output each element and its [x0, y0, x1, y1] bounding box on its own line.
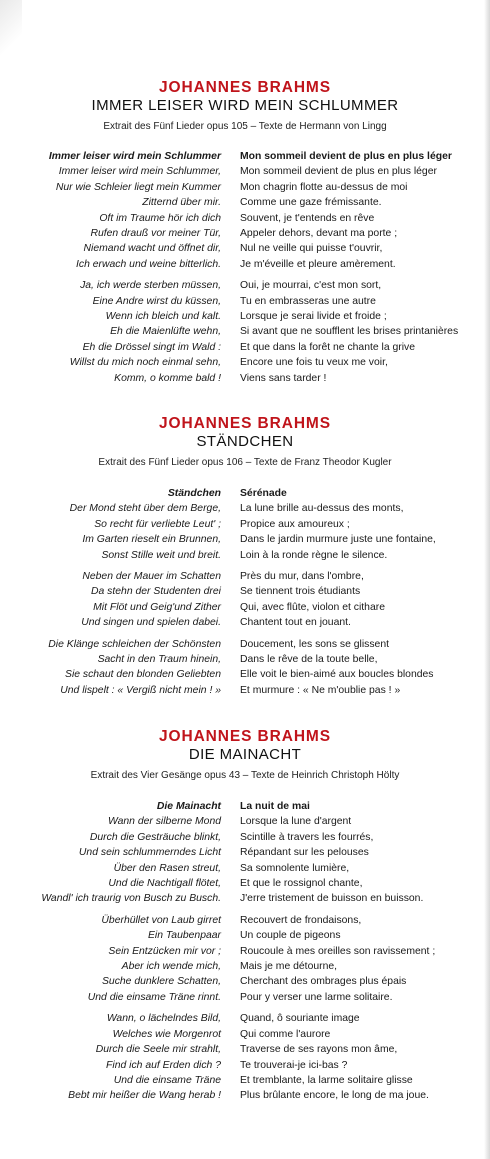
german-lyric-line: Eh die Drössel singt im Wald :: [82, 341, 221, 353]
french-title: Mon sommeil devient de plus en plus léger: [240, 151, 452, 162]
french-lyric-line: Sa somnolente lumière,: [240, 862, 350, 874]
french-lyric-line: Je m'éveille et pleure amèrement.: [240, 258, 396, 270]
german-lyric-line: Find ich auf Erden dich ?: [106, 1059, 221, 1071]
french-lyrics: [240, 799, 480, 1104]
french-lyric-line: Traverse de ses rayons mon âme,: [240, 1044, 398, 1056]
german-lyric-line: Die Klänge schleichen der Schönsten: [48, 638, 221, 650]
german-lyric-line: Immer leiser wird mein Schlummer,: [58, 166, 221, 178]
german-lyric-line: Oft im Traume hör ich dich: [99, 212, 221, 224]
german-lyric-line: Wenn ich bleich und kalt.: [105, 311, 221, 323]
french-lyric-line: Loin à la ronde règne le silence.: [240, 549, 388, 561]
german-lyric-line: Ich erwach und weine bitterlich.: [76, 258, 221, 270]
german-lyric-line: Und die einsame Träne: [113, 1074, 221, 1086]
german-lyric-line: Niemand wacht und öffnet dir,: [83, 243, 221, 255]
french-lyric-line: Lorsque la lune d'argent: [240, 816, 352, 828]
german-lyric-line: Komm, o komme bald !: [114, 372, 221, 384]
composer-heading: JOHANNES BRAHMS: [159, 415, 331, 432]
french-lyric-line: Chantent tout en jouant.: [240, 617, 351, 629]
german-lyric-line: Welches wie Morgenrot: [112, 1028, 221, 1040]
song-title: DIE MAINACHT: [188, 746, 302, 763]
french-lyric-line: Doucement, les sons se glissent: [240, 638, 390, 650]
french-lyric-line: Recouvert de frondaisons,: [240, 914, 362, 926]
song-source: Extrait des Vier Gesänge opus 43 – Texte de Heinrich Christoph Hölty: [90, 770, 400, 781]
german-lyric-line: Durch die Seele mir strahlt,: [95, 1044, 221, 1056]
german-lyrics: [6, 486, 221, 698]
german-lyric-line: So recht für verliebte Leut' ;: [94, 518, 221, 530]
french-lyric-line: Mon sommeil devient de plus en plus léger: [240, 166, 437, 178]
french-lyric-line: La lune brille au-dessus des monts,: [240, 503, 404, 515]
german-title: Die Mainacht: [156, 801, 221, 812]
french-lyric-line: Appeler dehors, devant ma porte ;: [240, 228, 398, 240]
german-lyric-line: Bebt mir heißer die Wang herab !: [68, 1090, 221, 1102]
german-lyric-line: Und lispelt : « Vergiß nicht mein ! »: [60, 684, 221, 696]
german-lyric-line: Mit Flöt und Geig'und Zither: [93, 601, 221, 613]
french-lyric-line: Mais je me détourne,: [240, 961, 338, 973]
french-title: Sérénade: [240, 488, 287, 499]
german-lyric-line: Und singen und spielen dabei.: [81, 617, 221, 629]
german-lyric-line: Der Mond steht über dem Berge,: [69, 503, 221, 515]
french-lyric-line: Comme une gaze frémissante.: [240, 197, 382, 209]
song-title: STÄNDCHEN: [196, 433, 294, 450]
french-lyric-line: J'erre tristement de buisson en buisson.: [240, 893, 424, 905]
french-lyric-line: Oui, je mourrai, c'est mon sort,: [240, 280, 382, 292]
composer-heading: JOHANNES BRAHMS: [159, 728, 331, 745]
german-lyric-line: Ja, ich werde sterben müssen,: [80, 280, 221, 292]
french-lyric-line: Un couple de pigeons: [240, 930, 341, 942]
french-lyric-line: Lorsque je serai livide et froide ;: [240, 311, 387, 323]
german-title: Ständchen: [167, 488, 221, 499]
german-lyric-line: Eh die Maienlüfte wehn,: [110, 326, 221, 338]
german-lyric-line: Sonst Stille weit und breit.: [101, 549, 221, 561]
french-lyric-line: Qui, avec flûte, violon et cithare: [240, 601, 385, 613]
french-lyric-line: Dans le jardin murmure juste une fontaine,: [240, 534, 436, 546]
german-lyric-line: Wandl' ich traurig von Busch zu Busch.: [41, 893, 221, 905]
french-lyric-line: Si avant que ne soufflent les brises printanières: [240, 326, 459, 338]
german-lyric-line: Willst du mich noch einmal sehn,: [69, 357, 221, 369]
french-lyric-line: Tu en embrasseras une autre: [240, 295, 376, 307]
german-lyric-line: Sacht in den Traum hinein,: [97, 654, 221, 666]
german-lyric-line: Sie schaut den blonden Geliebten: [65, 669, 221, 681]
lyrics-columns: [0, 799, 490, 1102]
german-lyric-line: Ein Taubenpaar: [148, 930, 221, 942]
german-lyric-line: Wann der silberne Mond: [107, 816, 221, 828]
french-lyric-line: Mon chagrin flotte au-dessus de moi: [240, 181, 408, 193]
song-title: IMMER LEISER WIRD MEIN SCHLUMMER: [91, 97, 399, 114]
german-lyric-line: Nur wie Schleier liegt mein Kummer: [55, 181, 221, 193]
french-lyric-line: Et murmure : « Ne m'oublie pas ! »: [240, 684, 401, 696]
french-lyric-line: Roucoule à mes oreilles son ravissement ;: [240, 945, 436, 957]
german-lyric-line: Da stehn der Studenten drei: [91, 586, 221, 598]
german-lyric-line: Eine Andre wirst du küssen,: [92, 295, 221, 307]
german-lyric-line: Und die einsame Träne rinnt.: [87, 991, 221, 1003]
song-section-1: [0, 79, 490, 449]
french-lyric-line: Viens sans tarder !: [240, 372, 327, 384]
french-lyric-line: Pour y verser une larme solitaire.: [240, 991, 393, 1003]
page-fold: [0, 0, 22, 60]
german-lyric-line: Im Garten rieselt ein Brunnen,: [82, 534, 221, 546]
german-lyric-line: Rufen drauß vor meiner Tür,: [90, 228, 221, 240]
french-lyric-line: Se tiennent trois étudiants: [240, 586, 361, 598]
french-lyric-line: Propice aux amoureux ;: [240, 518, 350, 530]
french-lyrics: [240, 149, 480, 386]
german-lyrics: [6, 149, 221, 386]
song-source: Extrait des Fünf Lieder opus 105 – Texte de Hermann von Lingg: [103, 121, 387, 132]
french-lyric-line: Quand, ô souriante image: [240, 1013, 360, 1025]
french-lyric-line: Dans le rêve de la toute belle,: [240, 654, 378, 666]
french-lyric-line: Et que le rossignol chante,: [240, 878, 363, 890]
french-lyric-line: Te trouverai-je ici-bas ?: [240, 1059, 348, 1071]
german-lyric-line: Überhüllet von Laub girret: [101, 914, 221, 926]
german-lyric-line: Sein Entzücken mir vor ;: [108, 945, 221, 957]
german-lyric-line: Über den Rasen streut,: [113, 862, 221, 874]
french-lyric-line: Scintille à travers les fourrés,: [240, 831, 374, 843]
german-lyric-line: Und die Nachtigall flötet,: [108, 878, 221, 890]
french-lyric-line: Souvent, je t'entends en rêve: [240, 212, 375, 224]
german-lyric-line: Durch die Gesträuche blinkt,: [89, 831, 221, 843]
french-lyric-line: Près du mur, dans l'ombre,: [240, 571, 364, 583]
german-lyrics: [6, 799, 221, 1104]
french-lyric-line: Plus brûlante encore, le long de ma joue.: [240, 1090, 429, 1102]
german-lyric-line: Suche dunklere Schatten,: [102, 976, 221, 988]
german-lyric-line: Zitternd über mir.: [142, 197, 221, 209]
german-lyric-line: Wann, o lächelndes Bild,: [106, 1013, 221, 1025]
song-section-3: [0, 728, 490, 1102]
song-source: Extrait des Fünf Lieder opus 106 – Texte de Franz Theodor Kugler: [98, 457, 392, 468]
french-lyric-line: Encore une fois tu veux me voir,: [240, 357, 388, 369]
german-lyric-line: Und sein schlummerndes Licht: [78, 847, 221, 859]
german-title: Immer leiser wird mein Schlummer: [48, 151, 221, 162]
french-lyric-line: Répandant sur les pelouses: [240, 847, 369, 859]
french-lyric-line: Elle voit le bien-aimé aux boucles blondes: [240, 669, 434, 681]
german-lyric-line: Neben der Mauer im Schatten: [82, 571, 221, 583]
lyrics-columns: [0, 149, 490, 449]
french-lyric-line: Et tremblante, la larme solitaire glisse: [240, 1074, 413, 1086]
composer-heading: JOHANNES BRAHMS: [159, 79, 331, 96]
french-lyric-line: Et que dans la forêt ne chante la grive: [240, 341, 416, 353]
french-lyric-line: Qui comme l'aurore: [240, 1028, 331, 1040]
german-lyric-line: Aber ich wende mich,: [121, 961, 221, 973]
french-lyric-line: Cherchant des ombrages plus épais: [240, 976, 407, 988]
french-lyrics: [240, 486, 480, 698]
french-title: La nuit de mai: [240, 801, 310, 812]
french-lyric-line: Nul ne veille qui puisse t'ouvrir,: [240, 243, 383, 255]
